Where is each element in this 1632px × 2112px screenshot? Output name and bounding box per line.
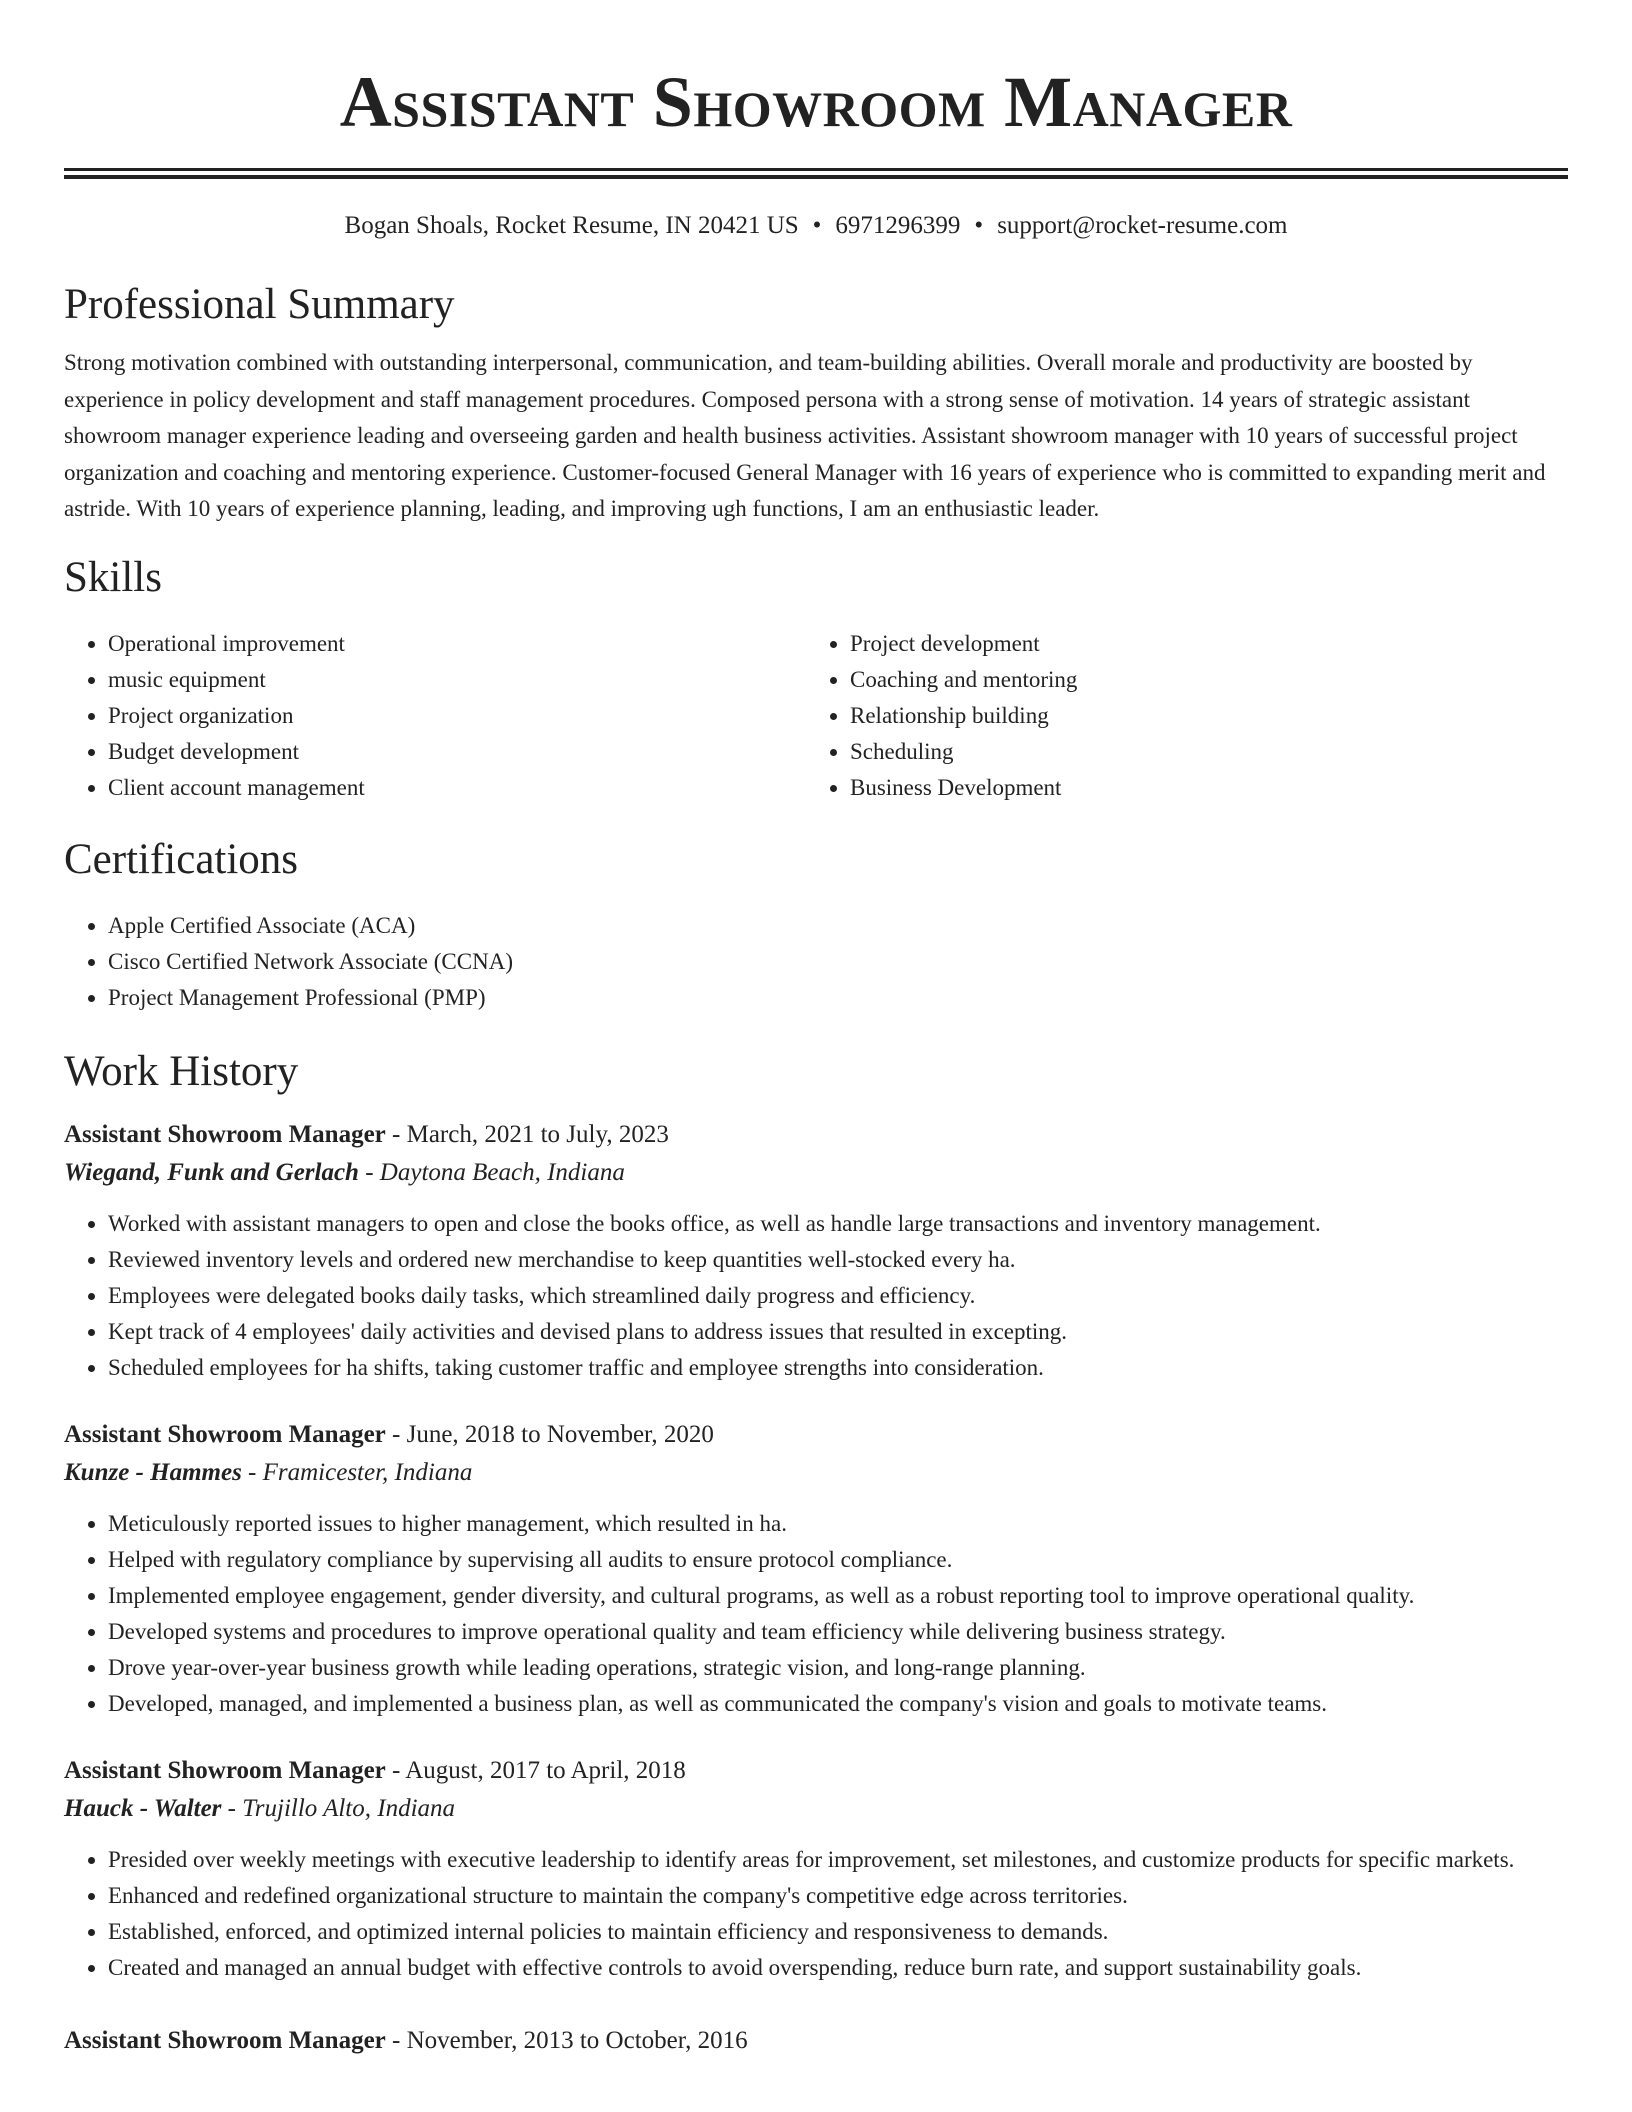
skill-item: • Budget development xyxy=(108,734,806,770)
job-dates: - November, 2013 to October, 2016 xyxy=(392,2026,748,2054)
summary-text: Strong motivation combined with outstanding interpersonal, communication, and team-building abilities. Overall morale and productivity are boosted by experience in policy development and staff management procedures. Composed persona with a strong sense of motivation. 14 years of strategic assistant showroom manager experience leading and overseeing garden and health business activities. Assistant showroom manager with 10 years of successful project organization and coaching and mentoring experience. Customer-focused General Manager with 16 years of experience who is committed to expanding merit and astride. With 10 years of experience planning, leading, and improving ugh functions, I am an enthusiastic leader. xyxy=(64,350,1546,521)
job-bullet: • Scheduled employees for ha shifts, taking customer traffic and employee strengths into consideration. xyxy=(108,1350,1568,1386)
certifications-list xyxy=(64,908,1568,1016)
certification-item: • Apple Certified Associate (ACA) xyxy=(108,908,1568,944)
job-title: Assistant Showroom Manager xyxy=(64,1120,386,1148)
job-bullet: • Enhanced and redefined organizational structure to maintain the company's competitive edge across territories. xyxy=(108,1878,1568,1914)
contact-email: support@rocket-resume.com xyxy=(997,212,1288,239)
summary-heading: Professional Summary xyxy=(64,281,455,328)
job-company-line xyxy=(64,1154,1568,1192)
job-company-line xyxy=(64,1790,1568,1828)
contact-separator: • xyxy=(812,212,822,239)
job-bullet: • Developed, managed, and implemented a business plan, as well as communicated the company's vision and goals to motivate teams. xyxy=(108,1686,1568,1722)
certifications-heading: Certifications xyxy=(64,835,299,883)
job-bullet: • Presided over weekly meetings with executive leadership to identify areas for improvement, set milestones, and customize products for specific markets. xyxy=(108,1842,1568,1878)
skill-item: • Project development xyxy=(850,626,1548,662)
job-location: - Framicester, Indiana xyxy=(248,1458,473,1486)
skills-heading: Skills xyxy=(64,553,162,601)
skills-columns xyxy=(64,626,1568,806)
work-history-heading: Work History xyxy=(64,1047,299,1095)
job-bullet: • Drove year-over-year business growth while leading operations, strategic vision, and long-range planning. xyxy=(108,1650,1568,1686)
job-bullet: • Worked with assistant managers to open and close the books office, as well as handle large transactions and inventory management. xyxy=(108,1206,1568,1242)
job-title: Assistant Showroom Manager xyxy=(64,1756,386,1784)
job-title: Assistant Showroom Manager xyxy=(64,1420,386,1448)
contact-line xyxy=(64,209,1568,243)
contact-phone: 6971296399 xyxy=(835,212,961,239)
job-bullet: • Employees were delegated books daily tasks, which streamlined daily progress and efficiency. xyxy=(108,1278,1568,1314)
certification-item: • Project Management Professional (PMP) xyxy=(108,980,1568,1016)
skill-item: • Relationship building xyxy=(850,698,1548,734)
skills-list-right xyxy=(806,626,1548,806)
skill-item: • Coaching and mentoring xyxy=(850,662,1548,698)
job-bullets xyxy=(64,1842,1568,1986)
job-entry xyxy=(64,1416,1568,1722)
job-bullet: • Helped with regulatory compliance by supervising all audits to ensure protocol compliance. xyxy=(108,1542,1568,1578)
job-title-line xyxy=(64,1752,1568,1790)
contact-separator: • xyxy=(974,212,984,239)
skills-column-right xyxy=(806,626,1548,806)
job-entry xyxy=(64,1752,1568,1986)
job-entry xyxy=(64,2022,1568,2060)
skill-item: • Client account management xyxy=(108,770,806,806)
job-dates: - March, 2021 to July, 2023 xyxy=(392,1120,669,1148)
job-entry xyxy=(64,1116,1568,1386)
skill-item: • Operational improvement xyxy=(108,626,806,662)
job-bullet: • Implemented employee engagement, gender diversity, and cultural programs, as well as a robust reporting tool to improve operational quality. xyxy=(108,1578,1568,1614)
skill-item: • Project organization xyxy=(108,698,806,734)
job-dates: - August, 2017 to April, 2018 xyxy=(392,1756,686,1784)
job-bullets xyxy=(64,1506,1568,1722)
job-title-line xyxy=(64,2022,1568,2060)
job-bullets xyxy=(64,1206,1568,1386)
contact-address: Bogan Shoals, Rocket Resume, IN 20421 US xyxy=(344,212,799,239)
resume-name: Assistant Showroom Manager xyxy=(339,62,1293,142)
job-bullet: • Created and managed an annual budget with effective controls to avoid overspending, reduce burn rate, and support sustainability goals. xyxy=(108,1950,1568,1986)
skill-item: • Scheduling xyxy=(850,734,1548,770)
skills-list-left xyxy=(64,626,806,806)
skill-item: • Business Development xyxy=(850,770,1548,806)
job-title-line xyxy=(64,1416,1568,1454)
job-bullet: • Established, enforced, and optimized internal policies to maintain efficiency and responsiveness to demands. xyxy=(108,1914,1568,1950)
job-company: Kunze - Hammes xyxy=(64,1458,242,1486)
resume-page xyxy=(64,0,1568,2060)
job-bullet: • Developed systems and procedures to improve operational quality and team efficiency while delivering business strategy. xyxy=(108,1614,1568,1650)
job-title: Assistant Showroom Manager xyxy=(64,2026,386,2054)
skill-item: • music equipment xyxy=(108,662,806,698)
job-company: Hauck - Walter xyxy=(64,1794,222,1822)
job-bullet: • Meticulously reported issues to higher management, which resulted in ha. xyxy=(108,1506,1568,1542)
job-bullet: • Reviewed inventory levels and ordered new merchandise to keep quantities well-stocked every ha. xyxy=(108,1242,1568,1278)
job-bullet: • Kept track of 4 employees' daily activities and devised plans to address issues that resulted in excepting. xyxy=(108,1314,1568,1350)
header-double-rule xyxy=(64,168,1568,179)
job-company: Wiegand, Funk and Gerlach xyxy=(64,1158,359,1186)
job-dates: - June, 2018 to November, 2020 xyxy=(392,1420,714,1448)
job-location: - Trujillo Alto, Indiana xyxy=(227,1794,456,1822)
skills-column-left xyxy=(64,626,806,806)
job-title-line xyxy=(64,1116,1568,1154)
job-company-line xyxy=(64,1454,1568,1492)
job-location: - Daytona Beach, Indiana xyxy=(365,1158,625,1186)
certification-item: • Cisco Certified Network Associate (CCNA) xyxy=(108,944,1568,980)
